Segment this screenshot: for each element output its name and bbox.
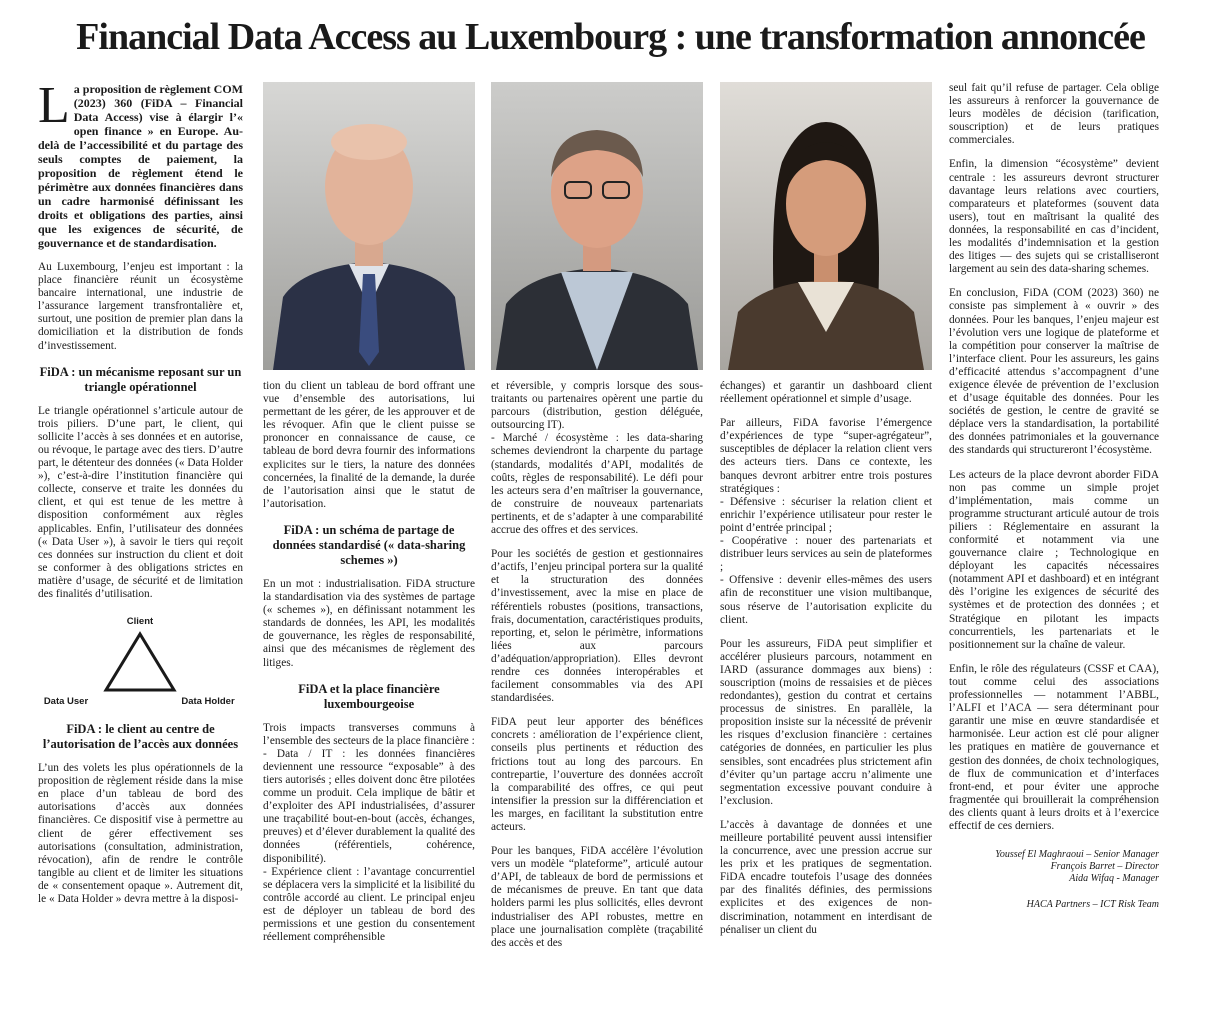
paragraph: seul fait qu’il refuse de partager. Cela oblige les assureurs à renforcer la gouvernance de leurs modèles de décision (tarification, souscription) et de leurs pratiques commerciales. xyxy=(949,82,1159,147)
paragraph: Le triangle opérationnel s’articule autour de trois piliers. D’une part, le client, qui sollicite l’accès à ses données et en autorise, ou révoque, le partage avec des tiers. D’autre part, le détenteur des données (« Data Holder »), c’est-à-dire l’institution financière qui collecte, conserve et traite les données du client, et qui est tenue de les mettre à disposition conformément aux règles applicables. Enfin, l’utilisateur des données (« Data User »), à savoir le tiers qui reçoit ces données sur instruction du client et doit se conformer à des obligations strictes en matière d’usage, de sécurité et de limitation des finalités d’utilisation. xyxy=(38,404,243,600)
paragraph: échanges) et garantir un dashboard client réellement opérationnel et simple d’usage. xyxy=(720,380,932,406)
lead-text: a proposition de règlement COM (2023) 360 (FiDA – Financial Data Access) vise à élargir l’« open finance » en Europe. Au-delà de l’accessibilité et du partage des seuls comptes de paiement, la proposition de règlement étend le périmètre aux données financières dans un cadre harmonisé définissant les droits et obligations des parties, ainsi que les exigences de sécurité, de gouvernance et de standardisation. xyxy=(38,82,243,250)
column-5 xyxy=(949,82,1159,911)
diagram-label-data-user: Data User xyxy=(43,696,89,708)
paragraph: FiDA peut leur apporter des bénéfices concrets : amélioration de l’expérience client, conseils plus pertinents et réduction des frictions tout au long des parcours. En contrepartie, l’ouverture des données accroît la comparabilité des offres, ce qui peut intensifier la pression sur la différenciation et les marges, en facilitant la substitution entre acteurs. xyxy=(491,716,703,833)
paragraph: Pour les sociétés de gestion et gestionnaires d’actifs, l’enjeu principal portera sur la qualité et la structuration des données d’investissement, avec la mise en place de référentiels robustes (positions, transactions, frais, documentation, caractéristiques produits, reporting, et, selon le périmètre, informations liées aux parcours d’adéquation/appropriation). Elles devront rendre ces données interopérables et facilement consommables via des API standardisées. xyxy=(491,548,703,705)
author-line: Youssef El Maghraoui – Senior Manager xyxy=(995,849,1159,861)
paragraph: Par ailleurs, FiDA favorise l’émergence d’expériences de type “super-agrégateur”, susceptibles de déplacer la relation client vers des acteurs tiers. Dans ce contexte, les banques devront arbitrer entre trois postures stratégiques : xyxy=(720,417,932,495)
portrait-man-2-image xyxy=(491,82,703,370)
column-3 xyxy=(491,380,703,961)
paragraph: Au Luxembourg, l’enjeu est important : la place financière réunit un écosystème bancaire international, une industrie de l’assurance largement transfrontalière et, surtout, une position de premier plan dans la domiciliation et la distribution de fonds d’investissement. xyxy=(38,261,243,352)
paragraph: - Coopérative : nouer des partenariats et distribuer leurs services au sein de plateformes ; xyxy=(720,535,932,574)
subheading: FiDA : le client au centre de l’autorisation de l’accès aux données xyxy=(42,722,239,752)
paragraph: et réversible, y compris lorsque des sous-traitants ou partenaires opèrent une partie du parcours (distribution, gestion déléguée, outsourcing IT). xyxy=(491,380,703,432)
author-line: François Barret – Director xyxy=(1050,861,1159,873)
paragraph: - Offensive : devenir elles-mêmes des users afin de reconstituer une vision multibanque, sous réserve de l’autorisation explicite du client. xyxy=(720,574,932,626)
subheading: FiDA : un mécanisme reposant sur un triangle opérationnel xyxy=(39,364,242,394)
paragraph: tion du client un tableau de bord offrant une vue d’ensemble des autorisations, lui permettant de les gérer, de les approuver et de les révoquer. Afin que le client puisse se prononcer en connaissance de cause, ce tableau de bord devra fournir des informations explicites sur le tiers, la nature des données concernées, la finalité de la demande, la durée de l’autorisation ainsi que le statut de l’autorisation. xyxy=(263,380,475,510)
portrait-photo-3 xyxy=(720,82,932,370)
paragraph: - Marché / écosystème : les data-sharing schemes deviendront la charpente du partage (standards, modalités d’API, modalités de coûts, règles de responsabilité). Le défi pour les acteurs sera d’en maîtriser la gouvernance, de construire de nouveaux partenariats pertinents, et de s’adapter à une comparabilité accrue des offres et des services. xyxy=(491,432,703,537)
paragraph: - Expérience client : l’avantage concurrentiel se déplacera vers la simplicité et la lisibilité du contrôle accordé au client. Le principal enjeu est de déployer un tableau de bord des permissions et une gestion du consentement réellement compréhensible xyxy=(263,865,475,944)
author-line: Aida Wifaq - Manager xyxy=(1069,873,1159,885)
signature-block xyxy=(949,849,1159,911)
paragraph: Enfin, le rôle des régulateurs (CSSF et CAA), tout comme celui des associations professionnelles — notamment l’ABBL, l’ALFI et l’ACA — sera déterminant pour garantir une mise en œuvre standardisée et harmonisée. Leur action est clé pour aligner les pratiques en matière de gouvernance et gestion des données, de choix technologiques, de flux de communication et d’interfaces front-end, et pour éviter une approche fragmentée qui brouillerait la compréhension des clients quant à leurs droits et à l’exercice effectif de ces derniers. xyxy=(949,662,1159,832)
diagram-label-data-holder: Data Holder xyxy=(181,696,235,708)
team-line: HACA Partners – ICT Risk Team xyxy=(1026,899,1159,911)
paragraph: Enfin, la dimension “écosystème” devient centrale : les assureurs devront structurer davantage leurs relations avec courtiers, comparateurs et plateformes (souvent data users), tout en maîtrisant la qualité des données, la responsabilité en cas d’incident, les modalités d’indemnisation et la gestion des litiges — des sujets qui se cristalliseront largement au sein des data-sharing schemes. xyxy=(949,158,1159,276)
portrait-woman-image xyxy=(720,82,932,370)
diagram-label-client: Client xyxy=(126,616,154,628)
paragraph: Pour les banques, FiDA accélère l’évolution vers un modèle “plateforme”, articulé autour d’API, de tableaux de bord de permissions et de mécanismes de preuve. En tant que data holders parmi les plus sollicités, elles devront industrialiser des API robustes, mettre en place une journalisation complète (traçabilité des accès et des xyxy=(491,845,703,949)
paragraph: En conclusion, FiDA (COM (2023) 360) ne consiste pas simplement à « ouvrir » des données. Pour les banques, l’enjeu majeur est l’évolution vers une logique de plateforme et la compétition pour conserver la maîtrise de l’interface client. Pour les assureurs, les gains d’efficacité attendus s’accompagnent d’une exigence élevée de prévention de l’exclusion et d’usage équitable des données. Pour les sociétés de gestion, le centre de gravité se déplace vers la standardisation, la portabilité des données patrimoniales et la gouvernance des standards qui structureront l’écosystème. xyxy=(949,287,1159,457)
subheading: FiDA et la place financière luxembourgeoise xyxy=(298,681,440,711)
paragraph: - Data / IT : les données financières deviennent une ressource “exposable” à des tiers autorisés ; elles doivent donc être pilotées comme un produit. Cela implique de bâtir et d’exploiter des API industrialisées, d’assurer une traçabilité bout-en-bout (accès, échanges, preuves) et d’élever durablement la qualité des données (référentiels, cohérence, disponibilité). xyxy=(263,747,475,865)
column-1 xyxy=(38,77,243,917)
column-4 xyxy=(720,380,932,948)
triangle-shape xyxy=(106,634,174,690)
lead-paragraph xyxy=(38,77,243,250)
paragraph: Les acteurs de la place devront aborder FiDA non pas comme un simple projet d’implémentation, mais comme un programme structurant articulé autour de trois piliers : Réglementaire en assurant la conformité et notamment via une gouvernance claire ; Technologique en déployant les capacités nécessaires (notamment API et dashboard) et en intégrant dès l’origine les exigences de sécurité des systèmes et de protection des données ; et Stratégique en pilotant les impacts concurrentiels, les partenariats et le positionnement sur la chaîne de valeur. xyxy=(949,468,1159,651)
paragraph: L’un des volets les plus opérationnels de la proposition de règlement réside dans la mise en place d’un tableau de bord des autorisations d’accès aux données financières. Ce dispositif vise à permettre au client de gérer effectivement ses autorisations (consultation, administration, révocation), afin de rendre le contrôle tangible au client et de limiter les situations de « consentement opaque ». Autrement dit, le « Data Holder » devra mettre à la disposi- xyxy=(38,762,243,905)
paragraph: Trois impacts transverses communs à l’ensemble des secteurs de la place financière : xyxy=(263,721,475,747)
paragraph: Pour les assureurs, FiDA peut simplifier et accélérer plusieurs parcours, notamment en IARD (assurance dommages aux biens) : souscription (moins de ressaisies et de pièces redondantes), gestion du contrat et certains processus de sinistres. En parallèle, la proposition insiste sur la nécessité de prévenir les risques d’exclusion financière : certaines catégories de données, en particulier les plus sensibles, sont encadrées plus strictement afin d’éviter qu’un partage accru n’alimente une segmentation excessive pouvant conduire à l’exclusion. xyxy=(720,637,932,807)
paragraph: L’accès à davantage de données et une meilleure portabilité peuvent aussi intensifier la concurrence, avec une pression accrue sur les prix et les pratiques de segmentation. FiDA encadre toutefois l’usage des données par des finalités définies, des permissions explicites et des exigences de non-discrimination, notamment en interdisant de pénaliser un client du xyxy=(720,818,932,936)
portrait-photo-1 xyxy=(263,82,475,370)
paragraph: En un mot : industrialisation. FiDA structure la standardisation via des systèmes de partage (« schemes »), en définissant notamment les standards de données, les API, les modalités de gouvernance, les règles de responsabilité, ainsi que des mécanismes de règlement des litiges. xyxy=(263,577,475,669)
portrait-photo-2 xyxy=(491,82,703,370)
portrait-man-1-image xyxy=(263,82,475,370)
column-2 xyxy=(263,380,475,955)
paragraph: - Défensive : sécuriser la relation client et enrichir l’expérience utilisateur pour rester le point d’entrée principal ; xyxy=(720,495,932,534)
drop-cap: L xyxy=(38,77,70,134)
article-headline: Financial Data Access au Luxembourg : une transformation annoncée xyxy=(76,16,1145,58)
subheading: FiDA : un schéma de partage de données standardisé (« data-sharing schemes ») xyxy=(272,522,466,567)
triangle-diagram xyxy=(38,612,243,710)
